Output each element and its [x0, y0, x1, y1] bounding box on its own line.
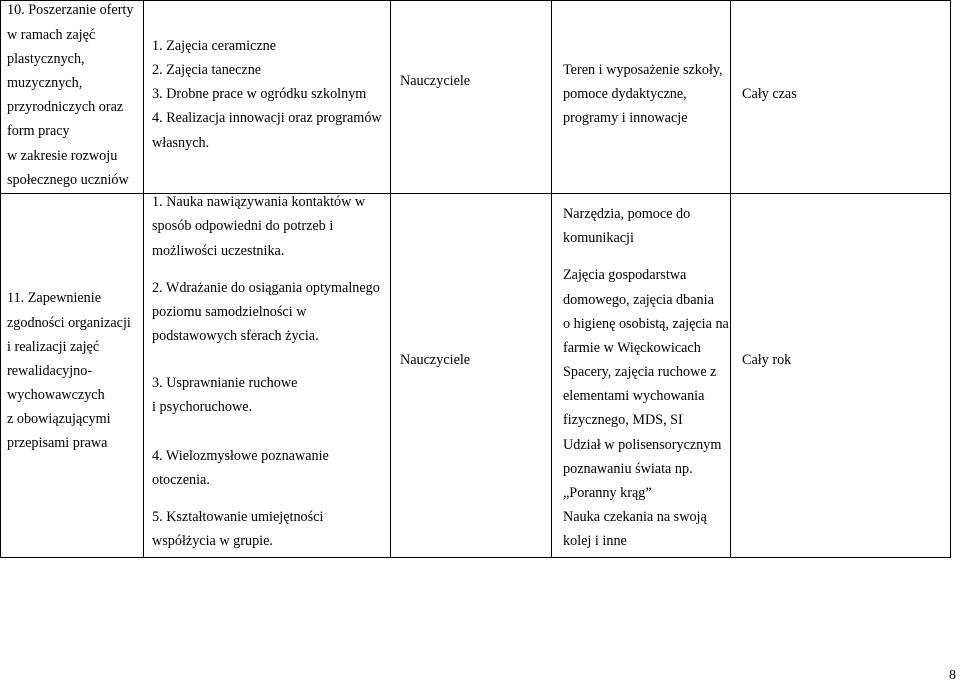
row11-task-line: 1. Nauka nawiązywania kontaktów w	[152, 194, 366, 210]
row11-deadline: Cały rok	[742, 352, 792, 368]
row11-task-line: i psychoruchowe.	[152, 399, 253, 415]
row11-means-line: „Poranny krąg”	[563, 485, 652, 501]
row10-task-line: 3. Drobne prace w ogródku szkolnym	[152, 86, 367, 102]
row11-means-line: farmie w Więckowicach	[563, 340, 701, 356]
row11-means-line: komunikacji	[563, 230, 634, 246]
row10-responsible: Nauczyciele	[400, 73, 471, 89]
row11-means-line: poznawaniu świata np.	[563, 461, 693, 477]
row11-means-line: Narzędzia, pomoce do	[563, 206, 691, 222]
row11-goal-line: 11. Zapewnienie	[7, 290, 102, 306]
row11-means-line: elementami wychowania	[563, 388, 705, 404]
row10-goal-line: form pracy	[7, 123, 70, 139]
row11-means-line: Nauka czekania na swoją	[563, 509, 707, 525]
row10-task-line: 4. Realizacja innowacji oraz programów	[152, 110, 382, 126]
row10-goal-line: plastycznych,	[7, 51, 85, 67]
row11-task-line: 3. Usprawnianie ruchowe	[152, 375, 298, 391]
row11-means-line: Spacery, zajęcia ruchowe z	[563, 364, 717, 380]
row11-task-line: 5. Kształtowanie umiejętności	[152, 509, 324, 525]
row10-goal-line: w ramach zajęć	[7, 27, 96, 43]
page-number: 8	[949, 668, 956, 683]
column-divider	[390, 0, 391, 558]
row10-deadline: Cały czas	[742, 86, 797, 102]
row11-task-line: podstawowych sferach życia.	[152, 328, 319, 344]
row10-goal-line: społecznego uczniów	[7, 172, 129, 188]
row10-goal-line: przyrodniczych oraz	[7, 99, 124, 115]
row11-means-line: Udział w polisensorycznym	[563, 437, 722, 453]
row10-task-line: 2. Zajęcia taneczne	[152, 62, 262, 78]
row11-goal-line: i realizacji zajęć	[7, 339, 100, 355]
row11-means-line: Zajęcia gospodarstwa	[563, 267, 687, 283]
row11-means-line: kolej i inne	[563, 533, 627, 549]
row11-task-line: 2. Wdrażanie do osiągania optymalnego	[152, 280, 380, 296]
row11-goal-line: wychowawczych	[7, 387, 105, 403]
row11-means-line: fizycznego, MDS, SI	[563, 412, 683, 428]
table-right-border	[950, 0, 951, 558]
row11-means-line: o higienę osobistą, zajęcia na	[563, 316, 729, 332]
row10-goal-line: 10. Poszerzanie oferty	[7, 2, 134, 18]
row10-goal-line: w zakresie rozwoju	[7, 148, 118, 164]
column-divider	[143, 0, 144, 558]
column-divider	[551, 0, 552, 558]
table-left-border	[0, 0, 1, 558]
row10-means-line: pomoce dydaktyczne,	[563, 86, 687, 102]
row11-goal-line: z obowiązującymi	[7, 411, 111, 427]
row11-task-line: możliwości uczestnika.	[152, 243, 285, 259]
row10-task-line: 1. Zajęcia ceramiczne	[152, 38, 277, 54]
row10-means-line: Teren i wyposażenie szkoły,	[563, 62, 723, 78]
row11-responsible: Nauczyciele	[400, 352, 471, 368]
row11-means-line: domowego, zajęcia dbania	[563, 292, 714, 308]
row11-goal-line: rewalidacyjno-	[7, 363, 93, 379]
row11-task-line: współżycia w grupie.	[152, 533, 273, 549]
row10-means-line: programy i innowacje	[563, 110, 688, 126]
row11-task-line: sposób odpowiedni do potrzeb i	[152, 218, 334, 234]
column-divider	[730, 0, 731, 558]
row11-goal-line: przepisami prawa	[7, 435, 108, 451]
row11-task-line: poziomu samodzielności w	[152, 304, 307, 320]
row10-goal-line: muzycznych,	[7, 75, 83, 91]
row11-task-line: otoczenia.	[152, 472, 210, 488]
row11-task-line: 4. Wielozmysłowe poznawanie	[152, 448, 329, 464]
row11-goal-line: zgodności organizacji	[7, 315, 131, 331]
row10-task-line: własnych.	[152, 135, 210, 151]
